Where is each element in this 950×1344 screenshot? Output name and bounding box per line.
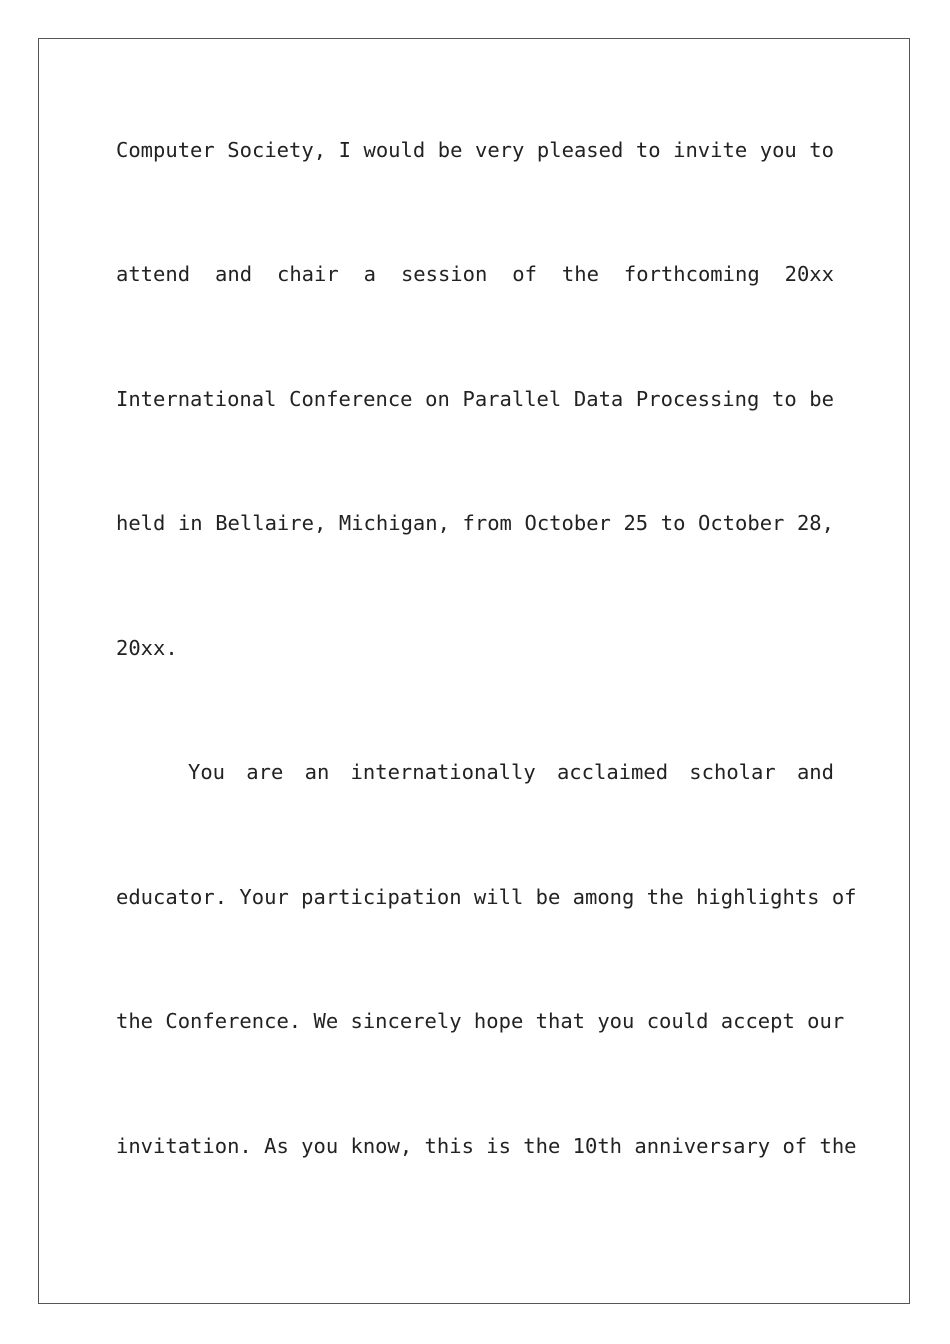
text-line: International Conference on Parallel Data Processing to be (116, 387, 834, 411)
text-line-indented: You are an internationally acclaimed scholar and (188, 760, 834, 784)
text-line: invitation. As you know, this is the 10th anniversary of the (116, 1134, 857, 1158)
text-line: educator. Your participation will be among the highlights of (116, 885, 857, 909)
page-border (38, 38, 910, 1304)
text-line: 20xx. (116, 636, 178, 660)
text-line: the Conference. We sincerely hope that you could accept our (116, 1009, 845, 1033)
text-line: held in Bellaire, Michigan, from October 25 to October 28, (116, 511, 834, 535)
text-line: Computer Society, I would be very pleased to invite you to (116, 138, 834, 162)
text-line: attend and chair a session of the forthcoming 20xx (116, 262, 834, 286)
